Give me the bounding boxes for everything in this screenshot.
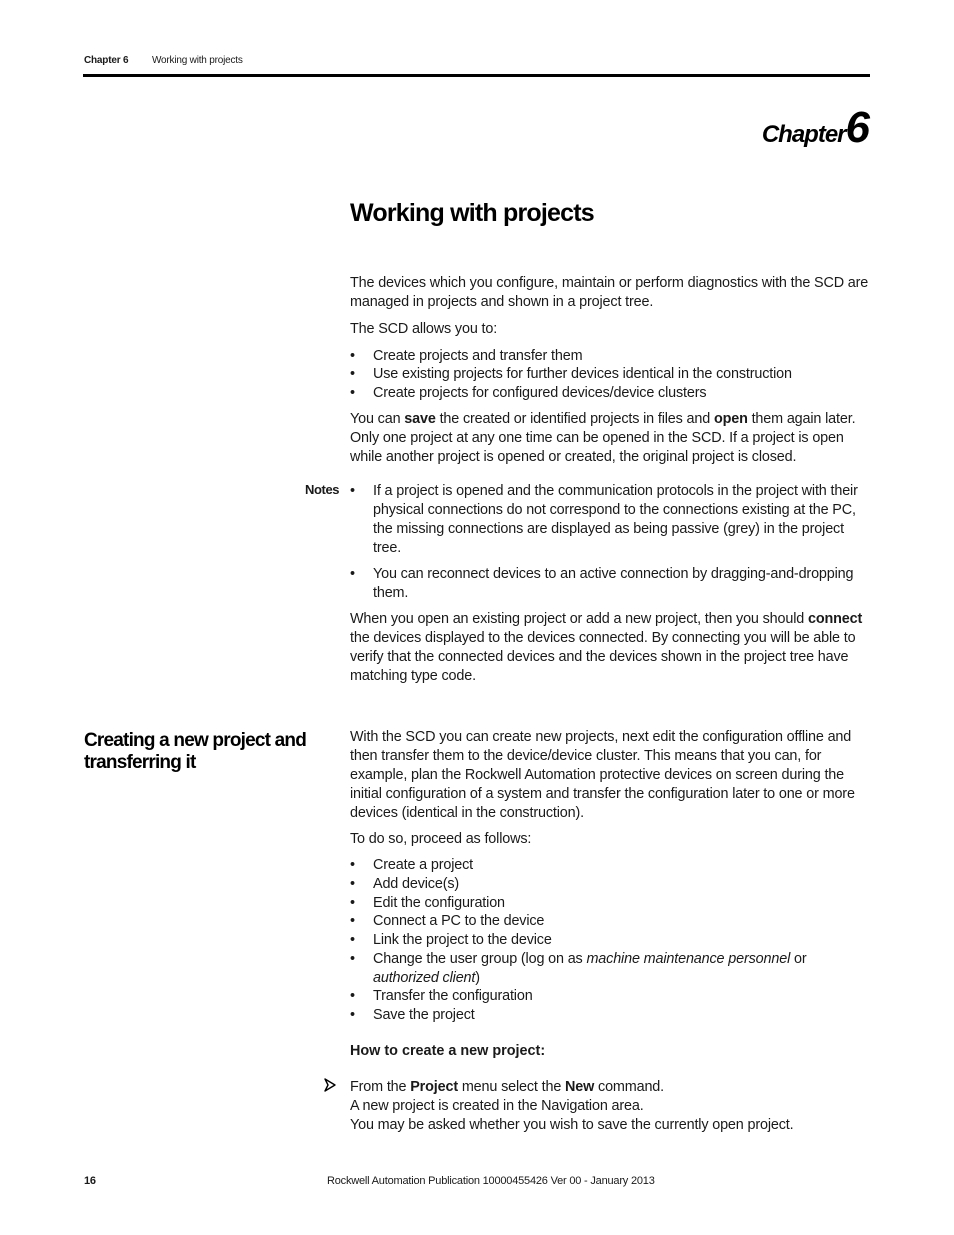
intro-paragraph-1: The devices which you configure, maintain or perform diagnostics with the SCD are managed in projects and shown in a project tree. [350,275,869,310]
list-item: • Add device(s) [350,875,870,894]
page-title: Working with projects [350,199,594,227]
note-item: • If a project is opened and the communication protocols in the project with their physical connections do not correspond to the connections existing at the PC, the missing connections are displayed as being passive (grey) in the project tree. [350,482,870,558]
chapter-number: 6 [845,103,870,152]
intro-paragraph-2: The SCD allows you to: [350,321,498,337]
list-item-text: Create projects for configured devices/device clusters [373,385,707,401]
list-item: • Use existing projects for further devices identical in the construction [350,365,870,384]
list-item: • Connect a PC to the device [350,912,870,931]
list-item-text: Add device(s) [373,876,460,892]
notes-after-paragraph: When you open an existing project or add a new project, then you should connect the devices displayed to the devices connected. By connecting you will be able to verify that the connected devices and the devices shown in the project tree have matching type code. [350,611,863,684]
note-item-text: If a project is opened and the communication protocols in the project with their physical connections do not correspond to the connections existing at the PC, the missing connections are displayed as being passive (grey) in the project tree. [373,483,858,556]
instruction-line-1: From the Project menu select the New command. [350,1079,665,1095]
running-header-title: Working with projects [152,55,243,66]
intro-paragraph-3: You can save the created or identified projects in files and open them again later. Only one project at any one time can be opened in the SCD. If a project is open while another project is opened or created, the original project is closed. [350,411,856,465]
list-item-text: Connect a PC to the device [373,913,545,929]
section-heading: Creating a new project and transferring it [84,730,307,773]
chapter-mark [761,103,870,152]
list-item-text: Link the project to the device [373,932,552,948]
running-header-chapter: Chapter 6 [84,55,129,66]
note-item: • You can reconnect devices to an active connection by dragging-and-dropping them. [350,565,870,603]
note-item-text: You can reconnect devices to an active connection by dragging-and-dropping them. [373,566,854,601]
list-item-text: Transfer the configuration [373,988,533,1004]
list-item-text: Change the user group (log on as machine maintenance personnel or authorized client) [373,951,807,986]
arrowhead-bullet-icon [322,1077,338,1093]
list-item: • Create projects and transfer them [350,347,870,366]
list-item: • Link the project to the device [350,931,870,950]
list-item-text: Create projects and transfer them [373,348,583,364]
publication-info: Rockwell Automation Publication 10000455426 Ver 00 - January 2013 [327,1175,655,1187]
how-to-heading: How to create a new project: [350,1043,546,1059]
instruction-step [350,1078,870,1135]
list-item: • Change the user group (log on as machine maintenance personnel or authorized client) [350,950,870,988]
notes-label: Notes [305,482,340,497]
list-item-text: Save the project [373,1007,475,1023]
instruction-line-2: A new project is created in the Navigation area. [350,1098,644,1114]
instruction-line-3: You may be asked whether you wish to save the currently open project. [350,1117,794,1133]
section-paragraph-2: To do so, proceed as follows: [350,831,532,847]
list-item: • Create a project [350,856,870,875]
list-item-text: Use existing projects for further devices identical in the construction [373,366,792,382]
list-item: • Save the project [350,1006,870,1025]
list-item: • Edit the configuration [350,894,870,913]
list-item-text: Edit the configuration [373,895,505,911]
page-number: 16 [84,1175,96,1187]
section-paragraph-1: With the SCD you can create new projects, next edit the configuration offline and then transfer them to the device/device cluster. This means that you can, for example, plan the Rockwell Automation protective devices on screen during the initial configuration of a system and transfer the configuration later to one or more devices (identical in the construction). [350,729,855,821]
chapter-word: Chapter [761,121,846,148]
header-rule [83,74,870,77]
list-item: • Transfer the configuration [350,987,870,1006]
list-item: • Create projects for configured devices/device clusters [350,384,870,403]
list-item-text: Create a project [373,857,473,873]
